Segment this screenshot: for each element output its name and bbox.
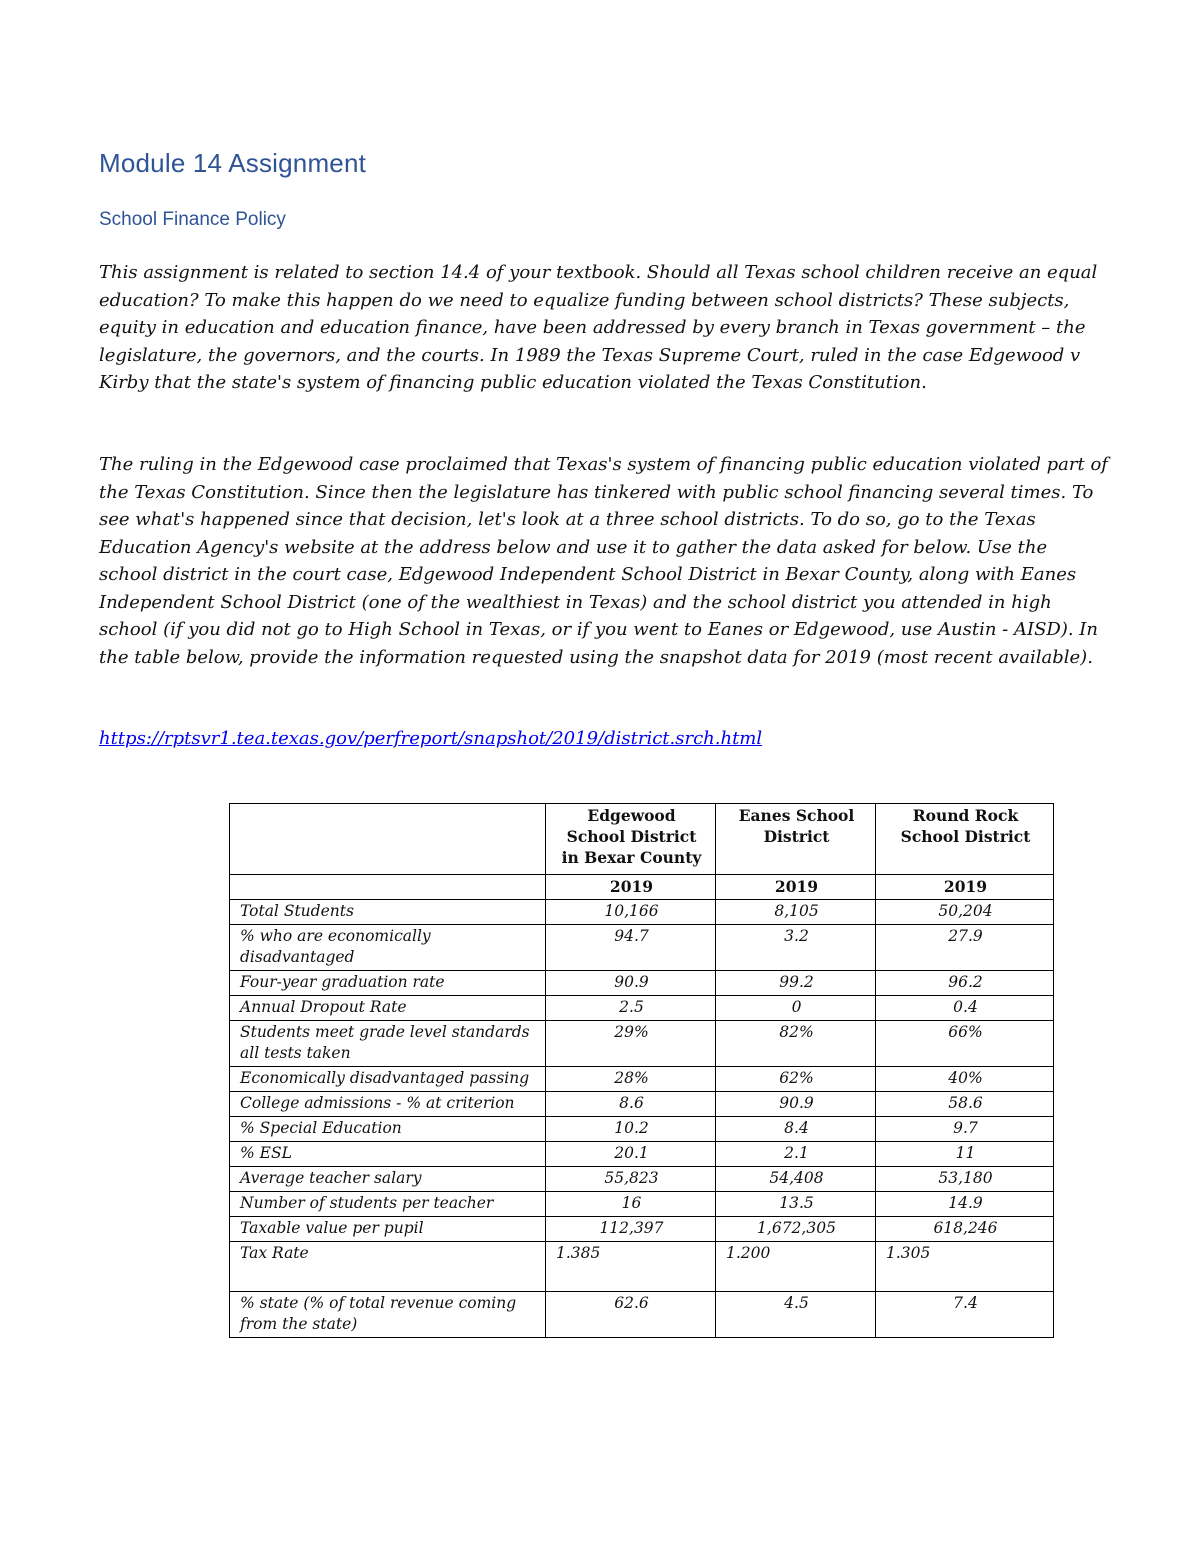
row-value: 29% <box>546 1021 716 1067</box>
row-value: 8.6 <box>546 1092 716 1117</box>
row-value: 11 <box>876 1142 1054 1167</box>
row-value: 96.2 <box>876 971 1054 996</box>
header-blank <box>230 804 546 875</box>
row-value: 10,166 <box>546 900 716 925</box>
row-value: 28% <box>546 1067 716 1092</box>
row-value: 0 <box>716 996 876 1021</box>
row-value: 53,180 <box>876 1167 1054 1192</box>
row-label: Number of students per teacher <box>230 1192 546 1217</box>
row-value: 66% <box>876 1021 1054 1067</box>
table-row <box>230 900 1054 925</box>
table-row <box>230 1217 1054 1242</box>
row-value: 99.2 <box>716 971 876 996</box>
row-value: 14.9 <box>876 1192 1054 1217</box>
year-edgewood: 2019 <box>546 875 716 900</box>
row-label: % state (% of total revenue coming from the state) <box>230 1292 546 1338</box>
row-value: 27.9 <box>876 925 1054 971</box>
table-row <box>230 1142 1054 1167</box>
row-value: 1.385 <box>546 1242 716 1292</box>
header-eanes: Eanes School District <box>716 804 876 875</box>
table-year-row <box>230 875 1054 900</box>
row-label: % who are economically disadvantaged <box>230 925 546 971</box>
header-round-rock: Round Rock School District <box>876 804 1054 875</box>
row-label: % Special Education <box>230 1117 546 1142</box>
table-row <box>230 1021 1054 1067</box>
row-value: 62% <box>716 1067 876 1092</box>
row-value: 618,246 <box>876 1217 1054 1242</box>
row-label: Four-year graduation rate <box>230 971 546 996</box>
row-value: 1,672,305 <box>716 1217 876 1242</box>
row-value: 4.5 <box>716 1292 876 1338</box>
row-label: Tax Rate <box>230 1242 546 1292</box>
row-label: Taxable value per pupil <box>230 1217 546 1242</box>
row-value: 10.2 <box>546 1117 716 1142</box>
year-round-rock: 2019 <box>876 875 1054 900</box>
district-comparison-table <box>229 803 1054 1338</box>
section-subtitle: School Finance Policy <box>99 209 286 230</box>
row-label: % ESL <box>230 1142 546 1167</box>
row-value: 20.1 <box>546 1142 716 1167</box>
table-row <box>230 1067 1054 1092</box>
row-value: 1.305 <box>876 1242 1054 1292</box>
table-row <box>230 1292 1054 1338</box>
row-label: Average teacher salary <box>230 1167 546 1192</box>
table-row <box>230 1167 1054 1192</box>
table-row <box>230 971 1054 996</box>
row-value: 2.1 <box>716 1142 876 1167</box>
row-label: Students meet grade level standards all tests taken <box>230 1021 546 1067</box>
row-value: 40% <box>876 1067 1054 1092</box>
row-value: 55,823 <box>546 1167 716 1192</box>
row-value: 3.2 <box>716 925 876 971</box>
row-value: 8,105 <box>716 900 876 925</box>
table-row <box>230 1242 1054 1292</box>
row-value: 112,397 <box>546 1217 716 1242</box>
row-value: 7.4 <box>876 1292 1054 1338</box>
row-label: Annual Dropout Rate <box>230 996 546 1021</box>
intro-paragraph: This assignment is related to section 14.4 of your textbook. Should all Texas school children receive an equal education? To make this happen do we need to equalize funding between school districts? These subjects, equity in education and education finance, have been addressed by every branch in Texas government – the legislature, the governors, and the courts. In 1989 the Texas Supreme Court, ruled in the case Edgewood v Kirby that the state's system of financing public education violated the Texas Constitution. <box>99 262 1098 393</box>
row-label: Economically disadvantaged passing <box>230 1067 546 1092</box>
row-label: College admissions - % at criterion <box>230 1092 546 1117</box>
table-header-row <box>230 804 1054 875</box>
row-label: Total Students <box>230 900 546 925</box>
header-edgewood: Edgewood School District in Bexar County <box>546 804 716 875</box>
row-value: 90.9 <box>546 971 716 996</box>
row-value: 50,204 <box>876 900 1054 925</box>
row-value: 2.5 <box>546 996 716 1021</box>
table-body <box>230 900 1054 1338</box>
table-row <box>230 1092 1054 1117</box>
row-value: 8.4 <box>716 1117 876 1142</box>
table-row <box>230 925 1054 971</box>
table-row <box>230 1117 1054 1142</box>
instructions-paragraph: The ruling in the Edgewood case proclaimed that Texas's system of financing public education violated part of the Texas Constitution. Since then the legislature has tinkered with public school financing several times. To see what's happened since that decision, let's look at a three school districts. To do so, go to the Texas Education Agency's website at the address below and use it to gather the data asked for below. Use the school district in the court case, Edgewood Independent School District in Bexar County, along with Eanes Independent School District (one of the wealthiest in Texas) and the school district you attended in high school (if you did not go to High School in Texas, or if you went to Eanes or Edgewood, use Austin - AISD). In the table below, provide the information requested using the snapshot data for 2019 (most recent available). <box>99 454 1108 668</box>
tea-snapshot-link[interactable]: https://rptsvr1.tea.texas.gov/perfreport/snapshot/2019/district.srch.html <box>99 728 763 749</box>
row-value: 82% <box>716 1021 876 1067</box>
row-value: 9.7 <box>876 1117 1054 1142</box>
row-value: 13.5 <box>716 1192 876 1217</box>
row-value: 58.6 <box>876 1092 1054 1117</box>
row-value: 94.7 <box>546 925 716 971</box>
table-row <box>230 1192 1054 1217</box>
year-blank <box>230 875 546 900</box>
row-value: 0.4 <box>876 996 1054 1021</box>
row-value: 62.6 <box>546 1292 716 1338</box>
row-value: 90.9 <box>716 1092 876 1117</box>
page-title: Module 14 Assignment <box>99 148 367 178</box>
row-value: 54,408 <box>716 1167 876 1192</box>
row-value: 16 <box>546 1192 716 1217</box>
row-value: 1.200 <box>716 1242 876 1292</box>
table-row <box>230 996 1054 1021</box>
year-eanes: 2019 <box>716 875 876 900</box>
